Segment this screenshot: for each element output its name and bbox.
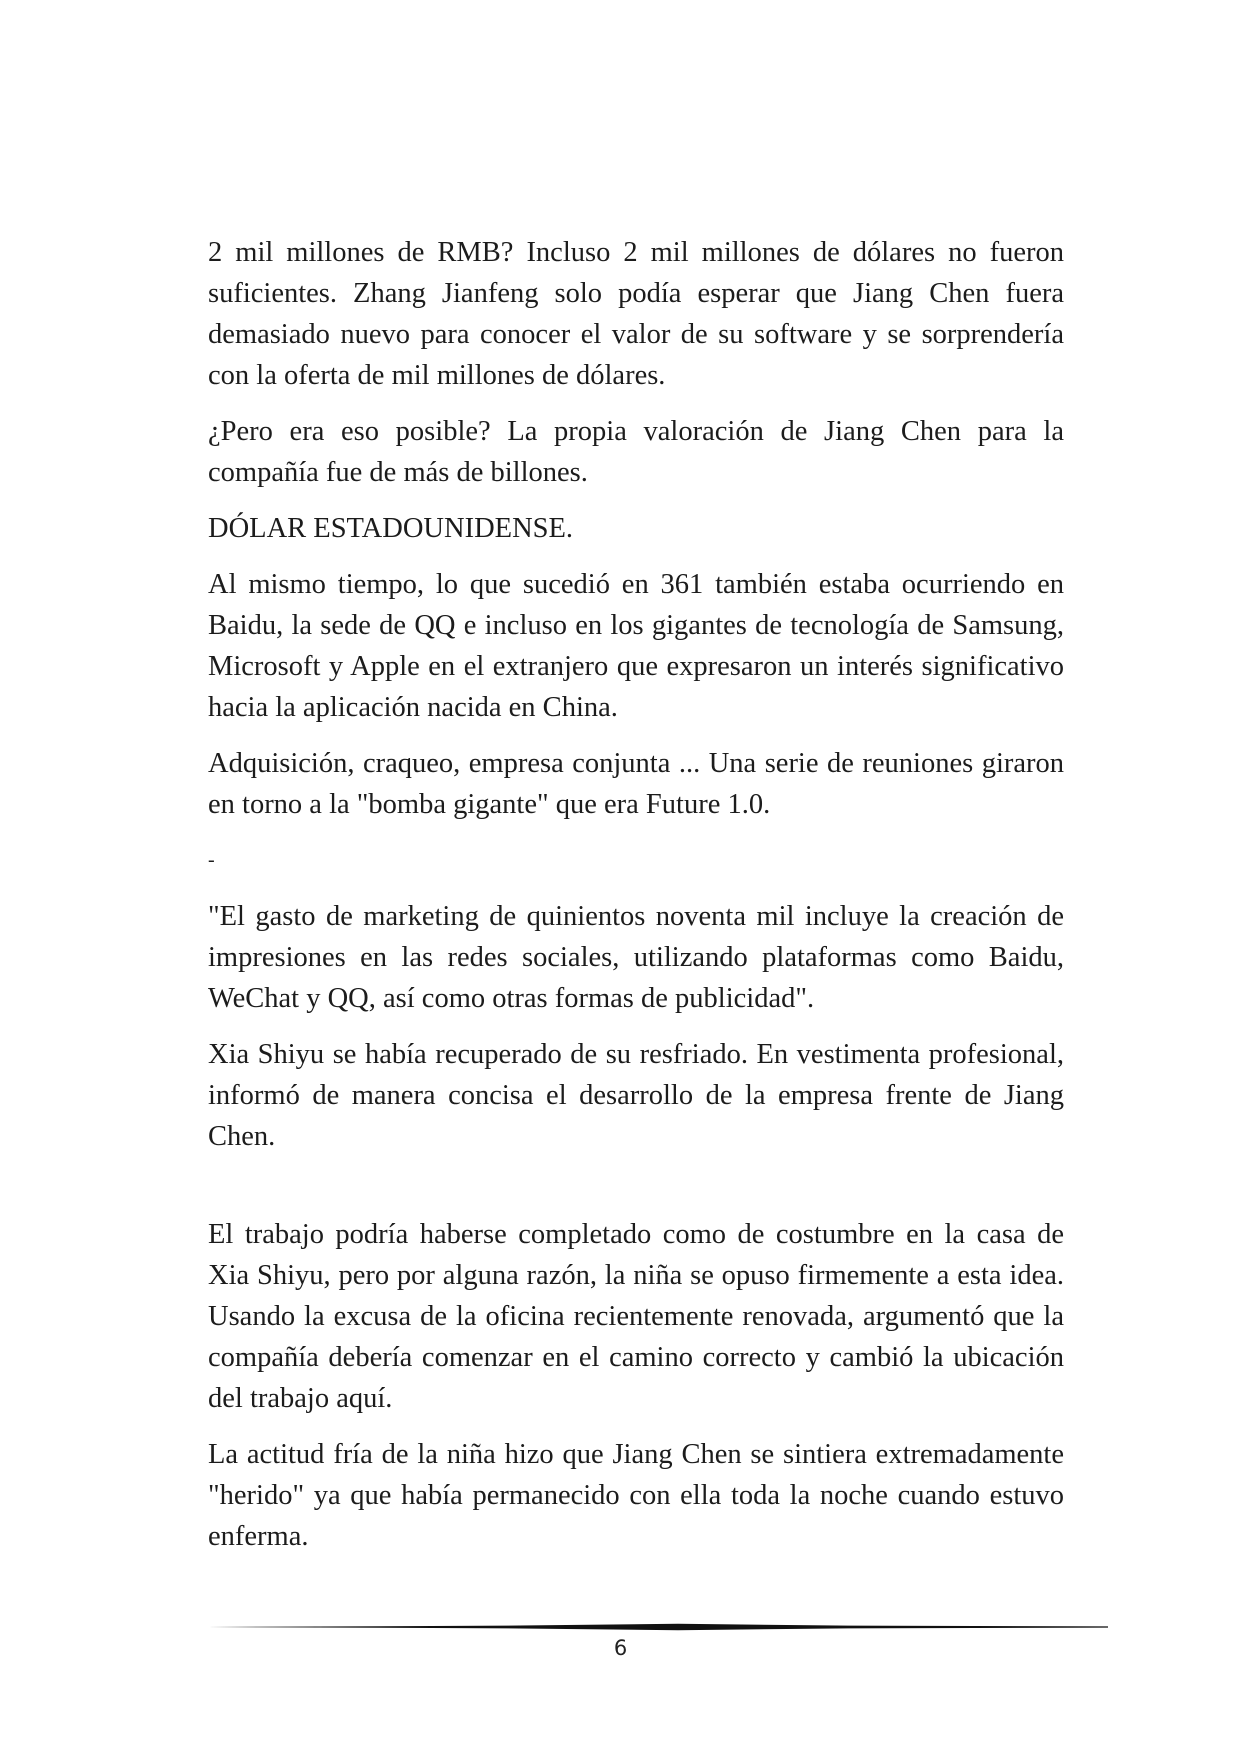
paragraph: Xia Shiyu se había recuperado de su resfriado. En vestimenta profesional, informó de manera concisa el desarrollo de la empresa frente de Jiang Chen. [208, 1039, 1064, 1152]
paragraph: "El gasto de marketing de quinientos noventa mil incluye la creación de impresiones en las redes sociales, utilizando plataformas como Baidu, WeChat y QQ, así como otras formas de publicidad". [208, 901, 1064, 1014]
page-body [208, 232, 1064, 1572]
scene-break: - [208, 849, 215, 871]
paragraph: La actitud fría de la niña hizo que Jiang Chen se sintiera extremadamente "herido" ya que había permanecido con ella toda la noche cuando estuvo enferma. [208, 1439, 1064, 1552]
paragraph: Al mismo tiempo, lo que sucedió en 361 también estaba ocurriendo en Baidu, la sede de QQ e incluso en los gigantes de tecnología de Samsung, Microsoft y Apple en el extranjero que expresaron un interés significativo hacia la aplicación nacida en China. [208, 569, 1064, 723]
footer-divider [208, 1620, 1108, 1634]
paragraph: 2 mil millones de RMB? Incluso 2 mil millones de dólares no fueron suficientes. Zhang Jianfeng solo podía esperar que Jiang Chen fuera demasiado nuevo para conocer el valor de su software y se sorprendería con la oferta de mil millones de dólares. [208, 237, 1064, 391]
paragraph: DÓLAR ESTADOUNIDENSE. [208, 513, 574, 544]
page-number: 6 [613, 1636, 628, 1660]
paragraph: Adquisición, craqueo, empresa conjunta ... Una serie de reuniones giraron en torno a la "bomba gigante" que era Future 1.0. [208, 748, 1064, 820]
paragraph: El trabajo podría haberse completado como de costumbre en la casa de Xia Shiyu, pero por alguna razón, la niña se opuso firmemente a esta idea. Usando la excusa de la oficina recientemente renovada, argumentó que la compañía debería comenzar en el camino correcto y cambió la ubicación del trabajo aquí. [208, 1219, 1064, 1414]
paragraph: ¿Pero era eso posible? La propia valoración de Jiang Chen para la compañía fue de más de billones. [208, 416, 1064, 488]
